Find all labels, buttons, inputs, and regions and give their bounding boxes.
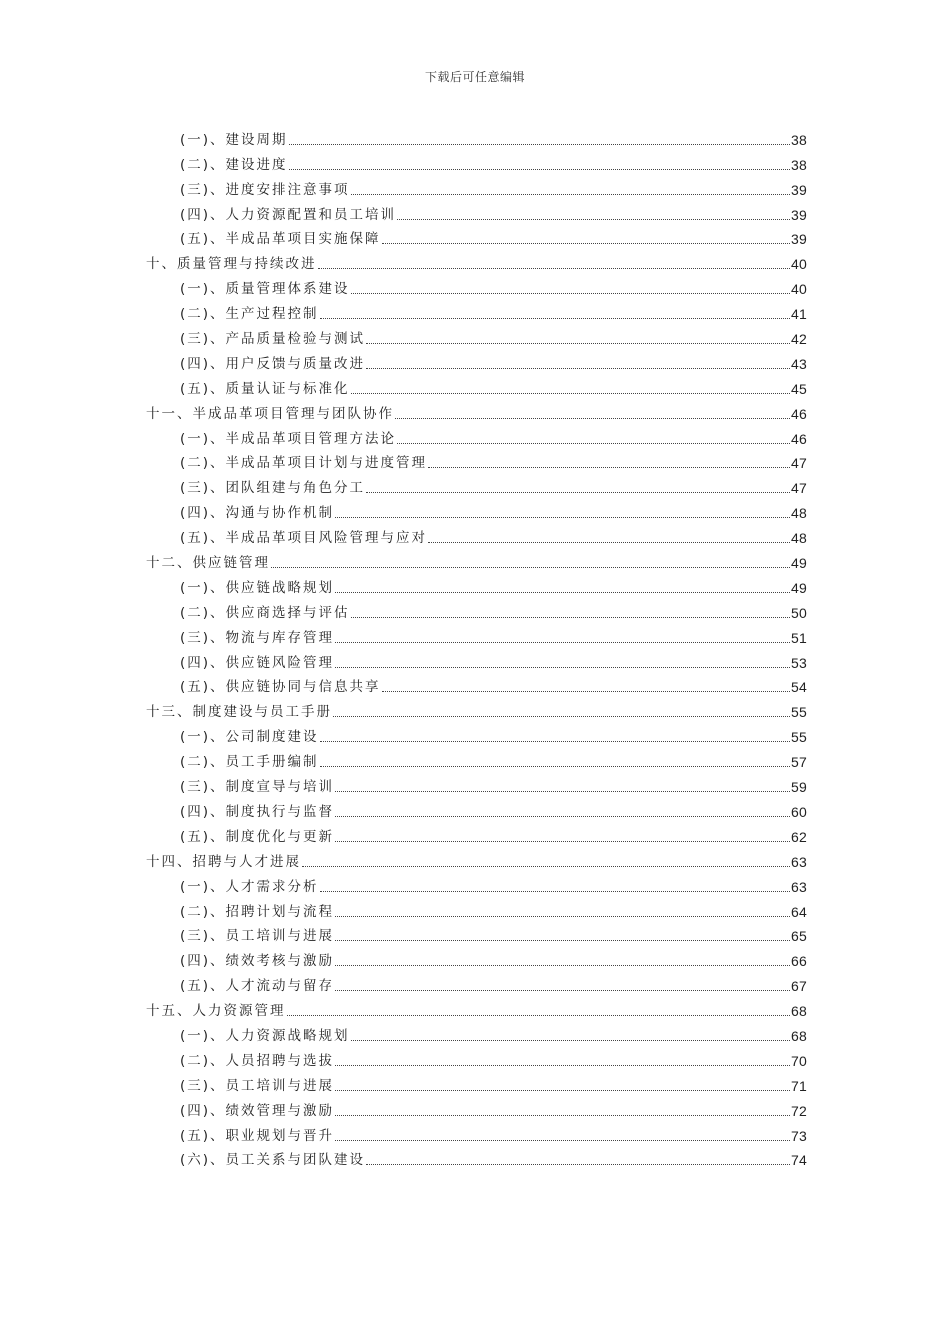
toc-dot-leader xyxy=(335,592,790,593)
toc-page-number: 43 xyxy=(791,355,807,372)
toc-section-entry[interactable] xyxy=(180,225,807,250)
toc-section-entry[interactable] xyxy=(180,274,807,299)
toc-entry-title: (四)、用户反馈与质量改进 xyxy=(180,355,366,372)
toc-page-number: 47 xyxy=(791,455,807,472)
toc-page-number: 55 xyxy=(791,704,807,721)
toc-page-number: 74 xyxy=(791,1152,807,1169)
toc-entry-title: 十、质量管理与持续改进 xyxy=(146,256,317,273)
toc-entry-title: (五)、职业规划与晋升 xyxy=(180,1127,335,1144)
toc-section-entry[interactable] xyxy=(180,349,807,374)
toc-page-number: 55 xyxy=(791,729,807,746)
toc-section-entry[interactable] xyxy=(180,1046,807,1071)
toc-entry-title: (二)、生产过程控制 xyxy=(180,306,319,323)
page-header: 下载后可任意编辑 xyxy=(424,70,525,84)
toc-dot-leader xyxy=(366,368,790,369)
toc-dot-leader xyxy=(397,443,790,444)
toc-entry-title: (二)、供应商选择与评估 xyxy=(180,604,350,621)
toc-page-number: 66 xyxy=(791,953,807,970)
toc-page-number: 38 xyxy=(791,156,807,173)
toc-page-number: 46 xyxy=(791,430,807,447)
toc-section-entry[interactable] xyxy=(180,1121,807,1146)
toc-section-entry[interactable] xyxy=(180,150,807,175)
toc-dot-leader xyxy=(302,866,790,867)
toc-chapter-entry[interactable] xyxy=(146,697,807,722)
toc-entry-title: (五)、供应链协同与信息共享 xyxy=(180,679,381,696)
toc-page-number: 67 xyxy=(791,978,807,995)
toc-page-number: 39 xyxy=(791,181,807,198)
toc-page-number: 59 xyxy=(791,779,807,796)
toc-section-entry[interactable] xyxy=(180,673,807,698)
toc-page-number: 46 xyxy=(791,405,807,422)
toc-entry-title: (四)、沟通与协作机制 xyxy=(180,505,335,522)
toc-dot-leader xyxy=(318,268,791,269)
toc-page-number: 49 xyxy=(791,555,807,572)
toc-entry-title: 十一、半成品革项目管理与团队协作 xyxy=(146,405,394,422)
toc-section-entry[interactable] xyxy=(180,971,807,996)
toc-dot-leader xyxy=(335,1065,790,1066)
toc-page-number: 65 xyxy=(791,928,807,945)
toc-section-entry[interactable] xyxy=(180,772,807,797)
toc-section-entry[interactable] xyxy=(180,1146,807,1171)
toc-dot-leader xyxy=(335,940,790,941)
toc-entry-title: (一)、公司制度建设 xyxy=(180,729,319,746)
toc-page-number: 54 xyxy=(791,679,807,696)
toc-entry-title: (五)、人才流动与留存 xyxy=(180,978,335,995)
toc-dot-leader xyxy=(320,891,790,892)
toc-page-number: 72 xyxy=(791,1102,807,1119)
toc-entry-title: (四)、供应链风险管理 xyxy=(180,654,335,671)
toc-dot-leader xyxy=(351,1040,790,1041)
toc-entry-title: (二)、建设进度 xyxy=(180,156,288,173)
toc-dot-leader xyxy=(335,816,790,817)
toc-section-entry[interactable] xyxy=(180,822,807,847)
toc-dot-leader xyxy=(351,194,790,195)
toc-page-number: 39 xyxy=(791,231,807,248)
toc-entry-title: 十四、招聘与人才进展 xyxy=(146,853,301,870)
toc-entry-title: (四)、人力资源配置和员工培训 xyxy=(180,206,397,223)
toc-entry-title: (一)、供应链战略规划 xyxy=(180,579,335,596)
toc-section-entry[interactable] xyxy=(180,598,807,623)
toc-section-entry[interactable] xyxy=(180,573,807,598)
toc-entry-title: (三)、员工培训与进展 xyxy=(180,928,335,945)
toc-entry-title: (五)、质量认证与标准化 xyxy=(180,380,350,397)
toc-page-number: 42 xyxy=(791,331,807,348)
toc-section-entry[interactable] xyxy=(180,1071,807,1096)
toc-entry-title: (四)、绩效考核与激励 xyxy=(180,953,335,970)
toc-page-number: 63 xyxy=(791,878,807,895)
toc-dot-leader xyxy=(335,667,790,668)
toc-page-number: 53 xyxy=(791,654,807,671)
toc-entry-title: (三)、进度安排注意事项 xyxy=(180,181,350,198)
toc-section-entry[interactable] xyxy=(180,1096,807,1121)
toc-dot-leader xyxy=(395,418,790,419)
toc-entry-title: (一)、人力资源战略规划 xyxy=(180,1027,350,1044)
toc-page-number: 50 xyxy=(791,604,807,621)
toc-section-entry[interactable] xyxy=(180,473,807,498)
toc-dot-leader xyxy=(397,219,790,220)
toc-page-number: 60 xyxy=(791,803,807,820)
toc-entry-title: (二)、半成品革项目计划与进度管理 xyxy=(180,455,428,472)
toc-chapter-entry[interactable] xyxy=(146,399,807,424)
toc-dot-leader xyxy=(366,343,790,344)
toc-page-number: 38 xyxy=(791,131,807,148)
toc-entry-title: (三)、团队组建与角色分工 xyxy=(180,480,366,497)
toc-chapter-entry[interactable] xyxy=(146,548,807,573)
toc-section-entry[interactable] xyxy=(180,324,807,349)
toc-dot-leader xyxy=(335,642,790,643)
toc-entry-title: (五)、制度优化与更新 xyxy=(180,828,335,845)
toc-page-number: 47 xyxy=(791,480,807,497)
toc-dot-leader xyxy=(335,791,790,792)
toc-section-entry[interactable] xyxy=(180,200,807,225)
toc-page-number: 45 xyxy=(791,380,807,397)
toc-section-entry[interactable] xyxy=(180,797,807,822)
toc-dot-leader xyxy=(335,517,790,518)
toc-entry-title: (二)、人员招聘与选拔 xyxy=(180,1052,335,1069)
toc-dot-leader xyxy=(428,542,790,543)
toc-section-entry[interactable] xyxy=(180,523,807,548)
toc-section-entry[interactable] xyxy=(180,374,807,399)
toc-entry-title: (五)、半成品革项目风险管理与应对 xyxy=(180,530,428,547)
toc-page-number: 68 xyxy=(791,1003,807,1020)
toc-section-entry[interactable] xyxy=(180,449,807,474)
toc-page-number: 64 xyxy=(791,903,807,920)
toc-entry-title: 十二、供应链管理 xyxy=(146,555,270,572)
toc-chapter-entry[interactable] xyxy=(146,847,807,872)
toc-page-number: 70 xyxy=(791,1052,807,1069)
toc-dot-leader xyxy=(333,716,790,717)
toc-page-number: 73 xyxy=(791,1127,807,1144)
toc-page-number: 39 xyxy=(791,206,807,223)
toc-page-number: 48 xyxy=(791,530,807,547)
toc-page-number: 62 xyxy=(791,828,807,845)
toc-page-number: 68 xyxy=(791,1027,807,1044)
toc-entry-title: (二)、招聘计划与流程 xyxy=(180,903,335,920)
toc-entry-title: (三)、产品质量检验与测试 xyxy=(180,331,366,348)
toc-section-entry[interactable] xyxy=(180,922,807,947)
toc-dot-leader xyxy=(335,841,790,842)
toc-dot-leader xyxy=(320,766,790,767)
toc-dot-leader xyxy=(289,169,790,170)
toc-section-entry[interactable] xyxy=(180,424,807,449)
toc-section-entry[interactable] xyxy=(180,946,807,971)
toc-dot-leader xyxy=(366,492,790,493)
toc-page-number: 48 xyxy=(791,505,807,522)
toc-page-number: 40 xyxy=(791,256,807,273)
toc-section-entry[interactable] xyxy=(180,125,807,150)
toc-dot-leader xyxy=(289,144,790,145)
toc-section-entry[interactable] xyxy=(180,175,807,200)
toc-section-entry[interactable] xyxy=(180,747,807,772)
toc-dot-leader xyxy=(335,990,790,991)
toc-page-number: 57 xyxy=(791,754,807,771)
toc-dot-leader xyxy=(335,916,790,917)
toc-dot-leader xyxy=(320,741,790,742)
toc-entry-title: (一)、质量管理体系建设 xyxy=(180,281,350,298)
toc-dot-leader xyxy=(382,691,790,692)
toc-section-entry[interactable] xyxy=(180,498,807,523)
toc-entry-title: (五)、半成品革项目实施保障 xyxy=(180,231,381,248)
toc-dot-leader xyxy=(335,1115,790,1116)
toc-dot-leader xyxy=(351,617,790,618)
table-of-contents xyxy=(0,125,950,1170)
toc-dot-leader xyxy=(335,965,790,966)
toc-section-entry[interactable] xyxy=(180,722,807,747)
toc-entry-title: (三)、物流与库存管理 xyxy=(180,629,335,646)
toc-page-number: 41 xyxy=(791,306,807,323)
toc-entry-title: (一)、建设周期 xyxy=(180,131,288,148)
toc-entry-title: (一)、半成品革项目管理方法论 xyxy=(180,430,397,447)
toc-entry-title: 十三、制度建设与员工手册 xyxy=(146,704,332,721)
toc-section-entry[interactable] xyxy=(180,872,807,897)
toc-entry-title: (六)、员工关系与团队建设 xyxy=(180,1152,366,1169)
toc-entry-title: (四)、制度执行与监督 xyxy=(180,803,335,820)
toc-entry-title: (二)、员工手册编制 xyxy=(180,754,319,771)
toc-section-entry[interactable] xyxy=(180,897,807,922)
toc-section-entry[interactable] xyxy=(180,1021,807,1046)
toc-entry-title: (四)、绩效管理与激励 xyxy=(180,1102,335,1119)
toc-page-number: 49 xyxy=(791,579,807,596)
toc-dot-leader xyxy=(351,393,790,394)
toc-page-number: 51 xyxy=(791,629,807,646)
toc-dot-leader xyxy=(382,243,790,244)
toc-dot-leader xyxy=(271,567,790,568)
toc-dot-leader xyxy=(428,467,790,468)
toc-entry-title: (三)、制度宣导与培训 xyxy=(180,779,335,796)
toc-dot-leader xyxy=(366,1164,790,1165)
toc-section-entry[interactable] xyxy=(180,299,807,324)
toc-dot-leader xyxy=(335,1140,790,1141)
toc-page-number: 71 xyxy=(791,1077,807,1094)
toc-section-entry[interactable] xyxy=(180,623,807,648)
toc-entry-title: 十五、人力资源管理 xyxy=(146,1003,286,1020)
toc-chapter-entry[interactable] xyxy=(146,249,807,274)
toc-dot-leader xyxy=(335,1090,790,1091)
toc-section-entry[interactable] xyxy=(180,648,807,673)
toc-entry-title: (一)、人才需求分析 xyxy=(180,878,319,895)
toc-dot-leader xyxy=(320,318,790,319)
toc-page-number: 63 xyxy=(791,853,807,870)
toc-dot-leader xyxy=(351,293,790,294)
toc-entry-title: (三)、员工培训与进展 xyxy=(180,1077,335,1094)
toc-chapter-entry[interactable] xyxy=(146,996,807,1021)
toc-dot-leader xyxy=(287,1015,791,1016)
toc-page-number: 40 xyxy=(791,281,807,298)
